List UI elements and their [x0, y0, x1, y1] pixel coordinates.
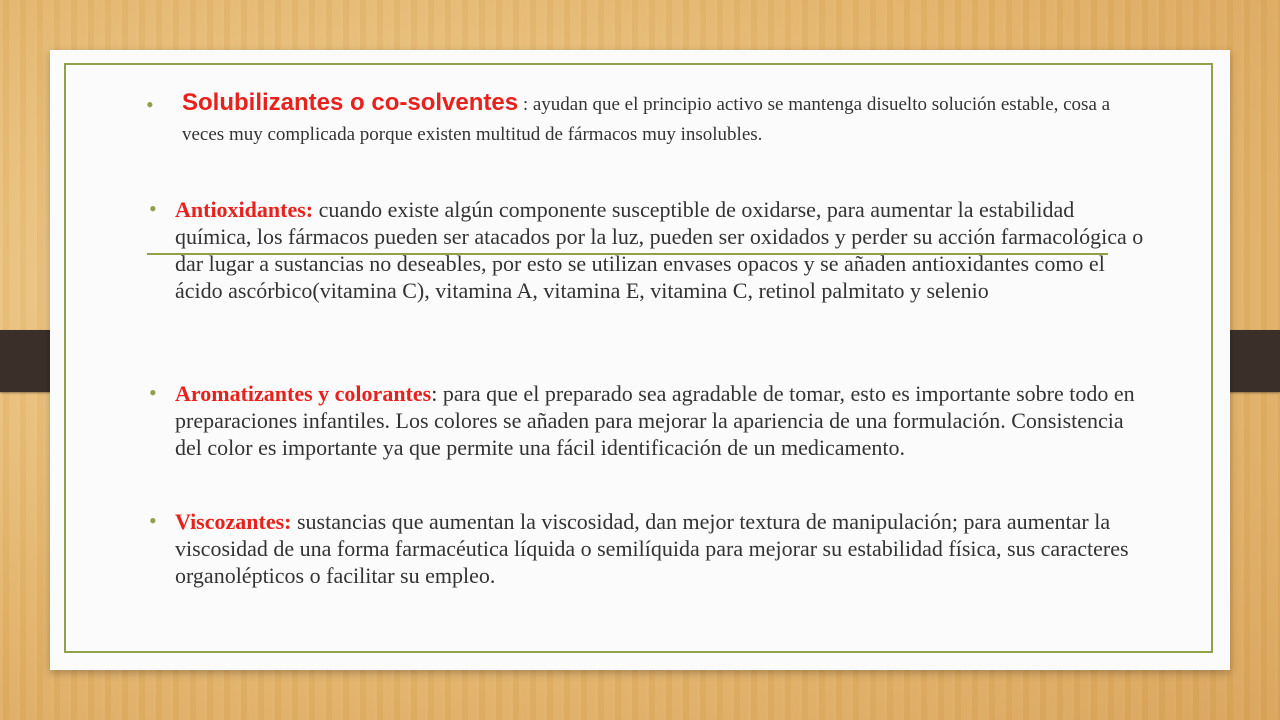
list-item-viscozantes — [149, 508, 1150, 589]
term-label: Aromatizantes y colorantes — [175, 381, 432, 406]
term-description: : ayudan que el principio activo se mantenga disuelto solución estable, cosa a veces muy complicada porque existen multitud de fármacos muy insolubles. — [182, 94, 1111, 145]
term-description: cuando existe algún componente susceptible de oxidarse, para aumentar la estabilidad química, los fármacos pueden ser atacados por la luz, pueden ser oxidados y perder su acción farmacológica o dar lugar a sustancias no deseables, por esto se utilizan envases opacos y se añaden antioxidantes como el ácido ascórbico(vitamina C), vitamina A, vitamina E, vitamina C, retinol palmitato y selenio — [175, 197, 1144, 303]
term-description: sustancias que aumentan la viscosidad, dan mejor textura de manipulación; para aumentar la viscosidad de una forma farmacéutica líquida o semilíquida para mejorar su estabilidad física, sus caracteres organolépticos o facilitar su empleo. — [175, 509, 1129, 588]
bullet-icon: • — [149, 380, 157, 405]
list-item-solubilizantes — [146, 88, 1147, 150]
term-label: Antioxidantes: — [175, 197, 314, 222]
term-description: : para que el preparado sea agradable de tomar, esto es importante sobre todo en preparaciones infantiles. Los colores se añaden para mejorar la apariencia de una formulación. Consistencia del color es importante ya que permite una fácil identificación de un medicamento. — [175, 381, 1135, 460]
bullet-icon: • — [149, 508, 157, 533]
bullet-icon: • — [146, 92, 154, 117]
list-item-antioxidantes — [149, 196, 1150, 304]
term-label: Viscozantes: — [175, 509, 292, 534]
list-item-aromatizantes — [149, 380, 1150, 461]
bullet-icon: • — [149, 196, 157, 221]
term-label: Solubilizantes o co-solventes — [182, 89, 519, 116]
